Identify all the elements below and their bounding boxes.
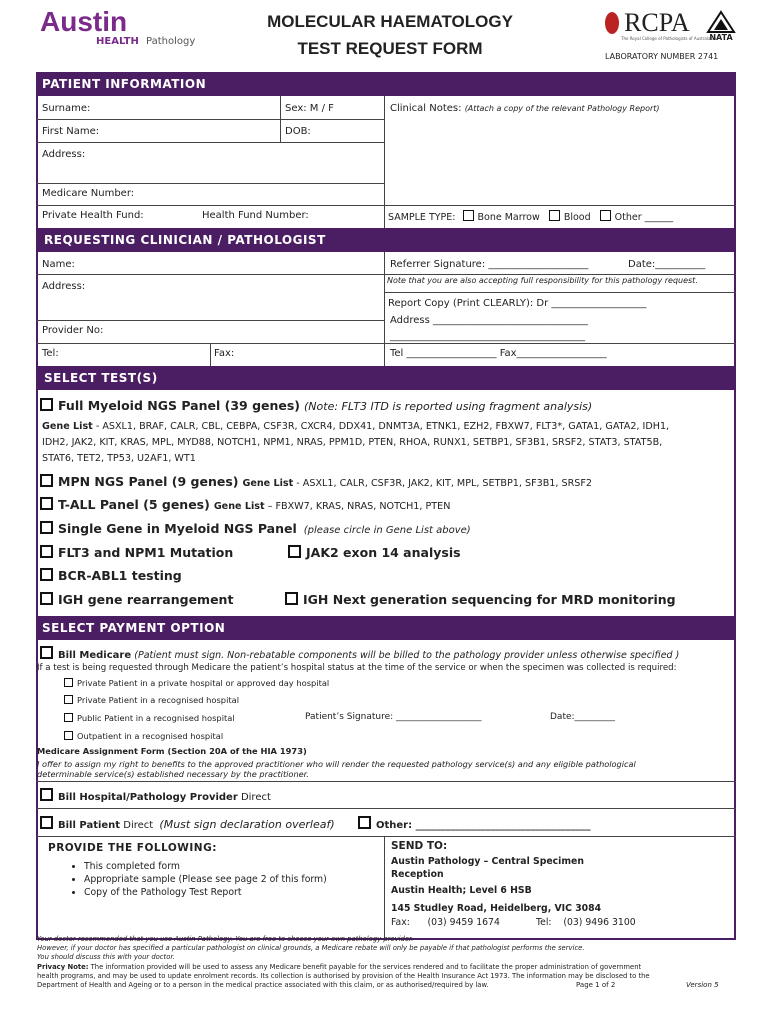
- tests-title: SELECT TEST(S): [44, 371, 158, 385]
- report-address-2[interactable]: _______________________________________: [390, 331, 585, 342]
- patient-divider: [384, 96, 385, 228]
- report-tel-fax[interactable]: Tel __________________ Fax__________________: [390, 348, 607, 359]
- clinician-title: REQUESTING CLINICIAN / PATHOLOGIST: [44, 233, 326, 247]
- clinician-fax-label[interactable]: Fax:: [214, 348, 235, 359]
- mpn-checkbox[interactable]: [40, 474, 53, 487]
- clinician-tel-label[interactable]: Tel:: [42, 348, 59, 359]
- title-line-1: MOLECULAR HAEMATOLOGY: [267, 12, 513, 31]
- assign-text-2: determinable service(s) established necessary by the practitioner.: [37, 769, 309, 779]
- test-bcr[interactable]: [40, 568, 182, 583]
- clinical-notes-label: Clinical Notes:: [390, 103, 462, 114]
- divider: [36, 183, 384, 184]
- nata-text: NATA: [709, 33, 733, 42]
- other-payment-option[interactable]: [358, 816, 591, 831]
- page-number: Page 1 of 2: [576, 981, 616, 989]
- tests-header: [36, 366, 736, 390]
- gene-list-label: Gene List: [42, 421, 93, 432]
- privacy-line-3: Department of Health and Ageing or to a person in the medical practice associated with this claim, or as authorised/required by law.: [37, 981, 489, 989]
- flt3-checkbox[interactable]: [40, 545, 53, 558]
- divider: [36, 836, 736, 837]
- dob-label[interactable]: DOB:: [285, 126, 311, 137]
- blood-label: Blood: [563, 212, 591, 223]
- full-gene-list: [42, 419, 732, 467]
- first-name-label[interactable]: First Name:: [42, 126, 100, 137]
- bone-marrow-label: Bone Marrow: [477, 212, 540, 223]
- opt1-label: Private Patient in a private hospital or approved day hospital: [77, 678, 330, 688]
- bill-hospital-checkbox[interactable]: [40, 788, 53, 801]
- version: Version 5: [686, 981, 719, 989]
- send-line-3: Austin Health; Level 6 HSB: [391, 885, 532, 896]
- lab-number: LABORATORY NUMBER 2741: [605, 52, 719, 61]
- test-igh[interactable]: [40, 592, 233, 607]
- divider: [36, 274, 736, 275]
- hospital-option-4[interactable]: [64, 731, 223, 741]
- referrer-date[interactable]: Date:__________: [628, 259, 706, 270]
- divider: [36, 205, 384, 206]
- bill-hospital-suffix: Direct: [237, 792, 271, 803]
- other-sample-checkbox[interactable]: [600, 210, 611, 221]
- igh-ngs-checkbox[interactable]: [285, 592, 298, 605]
- bill-hospital-label: Bill Hospital/Pathology Provider: [58, 792, 238, 803]
- sample-type-label: SAMPLE TYPE:: [388, 212, 456, 223]
- send-line-2: Reception: [391, 869, 444, 880]
- patient-info-header-right: [372, 72, 736, 96]
- other-payment-checkbox[interactable]: [358, 816, 371, 829]
- assignment-text: [37, 759, 732, 779]
- private-private-checkbox[interactable]: [64, 678, 73, 687]
- clinician-name-label[interactable]: Name:: [42, 259, 75, 270]
- opt4-label: Outpatient in a recognised hospital: [77, 731, 224, 741]
- clinician-header: [36, 228, 736, 252]
- medicare-status-text: If a test is being requested through Medicare the patient’s hospital status at the time of the service or when the specimen was collected is required:: [37, 663, 677, 673]
- other-sample-label: Other ______: [614, 212, 674, 223]
- private-fund-label[interactable]: Private Health Fund:: [42, 210, 144, 221]
- sample-type: [388, 210, 673, 223]
- clinician-address-label[interactable]: Address:: [42, 281, 86, 292]
- footer-line-1: Your doctor recommended that you use Austin Pathology. You are free to choose your own pathology provider.: [37, 935, 414, 943]
- provide-item: • Appropriate sample (Please see page 2 of this form): [84, 873, 327, 886]
- medicare-label[interactable]: Medicare Number:: [42, 188, 135, 199]
- send-line-1: Austin Pathology – Central Specimen: [391, 856, 584, 867]
- bill-medicare-label: Bill Medicare: [58, 650, 132, 661]
- assign-text-1: I offer to assign my right to benefits to the approved practitioner who will render the requested pathology service(s) and any eligible pathological: [37, 759, 636, 769]
- test-tall[interactable]: [40, 497, 450, 512]
- divider: [36, 119, 384, 120]
- test-igh-ngs[interactable]: [285, 592, 676, 607]
- blood-checkbox[interactable]: [549, 210, 560, 221]
- payment-title: SELECT PAYMENT OPTION: [42, 621, 226, 635]
- provide-item: • This completed form: [84, 860, 327, 873]
- divider: [36, 781, 736, 782]
- clinical-notes[interactable]: [390, 103, 660, 114]
- send-tel: Tel: (03) 9496 3100: [536, 917, 636, 928]
- send-line-4: 145 Studley Road, Heidelberg, VIC 3084: [391, 903, 602, 914]
- divider: [36, 320, 384, 321]
- title-line-2: TEST REQUEST FORM: [297, 39, 483, 58]
- bill-hospital-option[interactable]: [40, 788, 271, 803]
- divider: [36, 808, 736, 809]
- form-title: [220, 8, 560, 62]
- clinician-divider: [384, 252, 385, 366]
- private-recognised-checkbox[interactable]: [64, 695, 73, 704]
- austin-logo: [40, 8, 200, 50]
- divider: [384, 292, 736, 293]
- opt2-label: Private Patient in a recognised hospital: [77, 695, 240, 705]
- public-recognised-checkbox[interactable]: [64, 713, 73, 722]
- outpatient-checkbox[interactable]: [64, 731, 73, 740]
- mpn-label: MPN NGS Panel (9 genes): [58, 474, 239, 489]
- patient-info-header: [36, 72, 372, 96]
- rcpa-text: RCPA: [624, 8, 690, 37]
- mpn-genes: - ASXL1, CALR, CSF3R, JAK2, KIT, MPL, SETBP1, SF3B1, SRSF2: [293, 478, 592, 489]
- rcpa-tagline: The Royal College of Pathologists of Australasia: [621, 36, 717, 41]
- payment-header: [36, 616, 736, 640]
- nata-logo: [706, 10, 736, 44]
- single-gene-note: (please circle in Gene List above): [303, 525, 471, 536]
- divider: [384, 205, 736, 206]
- full-myeloid-label: Full Myeloid NGS Panel (39 genes): [58, 398, 301, 413]
- provide-item: • Copy of the Pathology Test Report: [84, 886, 327, 899]
- patient-signature[interactable]: Patient’s Signature: ___________________: [305, 712, 482, 722]
- test-full-myeloid[interactable]: [40, 398, 592, 413]
- assignment-heading: Medicare Assignment Form (Section 20A of the HIA 1973): [37, 746, 307, 756]
- bill-patient-checkbox[interactable]: [40, 816, 53, 829]
- report-address[interactable]: Address _______________________________: [390, 315, 589, 326]
- bcr-checkbox[interactable]: [40, 568, 53, 581]
- hospital-option-2[interactable]: [64, 695, 239, 705]
- fund-number-label[interactable]: Health Fund Number:: [202, 210, 309, 221]
- hospital-option-3[interactable]: [64, 713, 235, 723]
- full-gene-list-2: IDH2, JAK2, KIT, KRAS, MPL, MYD88, NOTCH1, NPM1, NRAS, PPM1D, PTEN, RHOA, RUNX1, SETBP1, SF3B1, SRSF2, STAT3, STAT5B,: [42, 437, 663, 448]
- footer-line-3: You should discuss this with your doctor.: [37, 953, 175, 961]
- provide-list: [84, 860, 327, 899]
- bill-medicare-checkbox[interactable]: [40, 646, 53, 659]
- privacy-line-2: health programs, and may be used to update enrolment records. Its collection is authorised by provision of the Health Insurance Act 1973. The information may be disclosed to the: [37, 972, 650, 980]
- full-gene-list-1: - ASXL1, BRAF, CALR, CBL, CEBPA, CSF3R, CXCR4, DDX41, DNMT3A, ETNK1, EZH2, FBXW7, FLT3*, GATA1, GATA2, IDH1,: [92, 421, 670, 432]
- igh-label: IGH gene rearrangement: [58, 592, 234, 607]
- test-mpn[interactable]: [40, 474, 592, 489]
- hospital-option-1[interactable]: [64, 678, 329, 688]
- patient-sig-date[interactable]: Date:_________: [550, 712, 616, 722]
- privacy-line-1: The information provided will be used to assess any Medicare benefit payable for the services rendered and to facilitate the proper administration of government: [88, 963, 642, 971]
- referrer-signature[interactable]: Referrer Signature: ____________________: [390, 259, 589, 270]
- surname-label[interactable]: Surname:: [42, 103, 91, 114]
- bill-patient-suffix: Direct: [120, 820, 154, 831]
- igh-checkbox[interactable]: [40, 592, 53, 605]
- full-myeloid-checkbox[interactable]: [40, 398, 53, 411]
- logo-pathology-text: Pathology: [146, 36, 196, 47]
- tall-label: T-ALL Panel (5 genes): [58, 497, 210, 512]
- full-gene-list-3: STAT6, TET2, TP53, U2AF1, WT1: [42, 453, 196, 464]
- bone-marrow-checkbox[interactable]: [463, 210, 474, 221]
- send-to-heading: SEND TO:: [391, 840, 448, 852]
- bill-patient-label: Bill Patient: [58, 820, 121, 831]
- test-single-gene[interactable]: [40, 521, 471, 536]
- rcpa-logo: [605, 8, 717, 44]
- igh-ngs-label: IGH Next generation sequencing for MRD monitoring: [303, 592, 676, 607]
- rcpa-seal-icon: [605, 12, 619, 34]
- full-myeloid-note: (Note: FLT3 ITD is reported using fragment analysis): [304, 400, 593, 413]
- mpn-gene-list-label: Gene List: [242, 478, 294, 489]
- logo-health-text: HEALTH: [96, 36, 139, 47]
- send-address: [391, 855, 601, 915]
- provider-label[interactable]: Provider No:: [42, 325, 104, 336]
- footer-line-2: However, if your doctor has specified a particular pathologist on clinical grounds, a Medicare rebate will only be payable if that pathologist performs the service.: [37, 944, 585, 952]
- tall-genes: – FBXW7, KRAS, NRAS, NOTCH1, PTEN: [264, 501, 451, 512]
- bill-patient-note: (Must sign declaration overleaf): [159, 818, 335, 831]
- opt3-label: Public Patient in a recognised hospital: [77, 713, 235, 723]
- tall-gene-list-label: Gene List: [213, 501, 265, 512]
- provide-heading: PROVIDE THE FOLLOWING:: [48, 842, 217, 854]
- provide-send-divider: [384, 836, 385, 940]
- bcr-label: BCR-ABL1 testing: [58, 568, 182, 583]
- bill-medicare-option[interactable]: [40, 646, 679, 661]
- sex-label[interactable]: Sex: M / F: [285, 103, 334, 114]
- logo-austin-text: Austin: [40, 6, 128, 37]
- patient-info-title: PATIENT INFORMATION: [42, 77, 207, 91]
- clinical-notes-hint: (Attach a copy of the relevant Pathology Report): [464, 104, 660, 113]
- send-fax: Fax: (03) 9459 1674: [391, 917, 500, 928]
- bill-medicare-note: (Patient must sign. Non-rebatable components will be billed to the pathology provider unless otherwise specified ): [134, 650, 680, 661]
- address-label[interactable]: Address:: [42, 149, 86, 160]
- single-gene-checkbox[interactable]: [40, 521, 53, 534]
- bill-patient-option[interactable]: [40, 816, 335, 831]
- test-jak2[interactable]: [288, 545, 461, 560]
- test-flt3[interactable]: [40, 545, 233, 560]
- divider: [210, 343, 211, 366]
- divider: [36, 343, 736, 344]
- tall-checkbox[interactable]: [40, 497, 53, 510]
- report-copy[interactable]: Report Copy (Print CLEARLY): Dr ___________________: [388, 298, 647, 309]
- privacy-note: [37, 963, 737, 990]
- divider: [36, 142, 384, 143]
- jak2-checkbox[interactable]: [288, 545, 301, 558]
- footer-disclaimer: [37, 935, 737, 962]
- other-payment-label: Other: ___________________________________: [376, 820, 591, 831]
- flt3-label: FLT3 and NPM1 Mutation: [58, 545, 234, 560]
- responsibility-note: Note that you are also accepting full responsibility for this pathology request.: [387, 276, 698, 285]
- privacy-label: Privacy Note:: [37, 963, 89, 971]
- jak2-label: JAK2 exon 14 analysis: [306, 545, 461, 560]
- single-gene-label: Single Gene in Myeloid NGS Panel: [58, 521, 297, 536]
